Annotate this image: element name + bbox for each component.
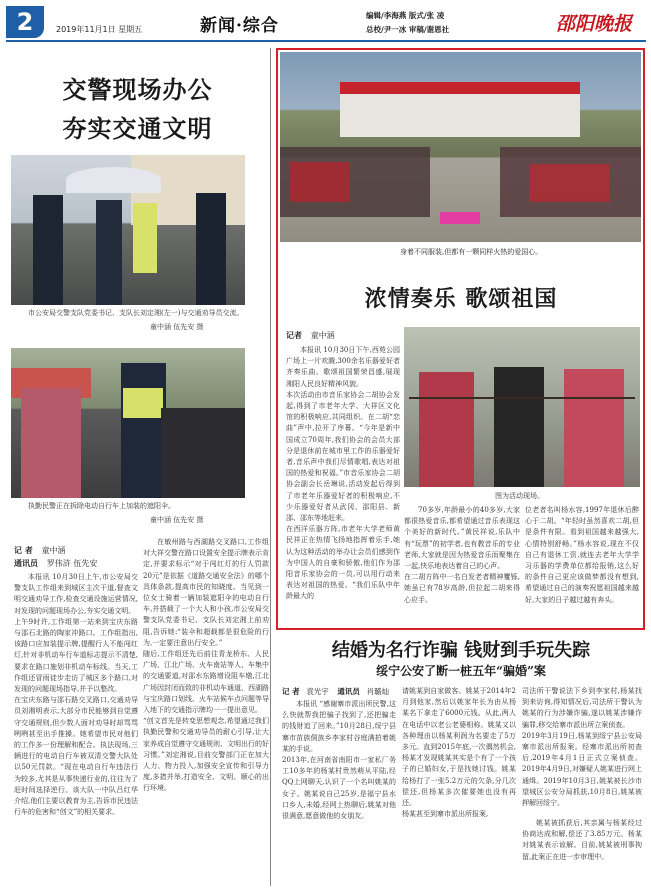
reporter-label: 记 者 bbox=[282, 687, 300, 696]
editor-line: 编辑/李海燕 版式/张 凌 bbox=[366, 11, 445, 20]
page-header bbox=[0, 0, 651, 40]
photo1-credit: 童中涵 伍先安 摄 bbox=[150, 323, 204, 331]
right-byline bbox=[286, 330, 335, 341]
woman-figure bbox=[21, 388, 81, 498]
photo1-caption: 市公安局交警支队党委书记、支队长刘定湘(左一)与交通劝导员交流。 bbox=[28, 309, 244, 317]
reporter-name: 袁光宇 bbox=[306, 687, 329, 696]
page-number: 2 bbox=[16, 8, 34, 36]
musician-figure bbox=[419, 372, 474, 487]
officer-figure bbox=[33, 195, 63, 305]
section-title: 新闻·综合 bbox=[200, 16, 279, 36]
right-article-body-col2: 70多岁,年龄最小的40多岁,大家都很热爱音乐,都希望通过音乐表现这个美好的新时代。”黄民祥说,乐队中有“玩票”的初学者,也有教音乐的专业老师,大家就是因为热爱音乐而聚集在一起,快乐地表达着自己的心声。 在二胡方阵中一名白发老者精神矍铄,她虽已有78岁高龄,但拉起二胡来得心应手。 bbox=[404, 506, 520, 604]
header-rule bbox=[6, 40, 646, 42]
photo2-caption: 执勤民警正在拆除电动自行车上加装的遮阳伞。 bbox=[28, 502, 175, 510]
paper-logo: 邵阳晚报 bbox=[556, 13, 633, 35]
left-article-body-col1: 本报讯 10月30日上午,市公安局交警支队工作组来到城区主次干道,督查文明交通劝导工作,检查交通设施运营情况,对发现的问题现场办公,夯实交通文明。 上午9时许,工作组第一站来到宝庆东路与邵石北路的陶家冲路口。工作组指出,该路口应加装提示牌,提醒行人不能闯红灯,针对非机动车行车道标志提示不清楚,要求在路口施划非机动车标线。当天,工作组还冒雨徒步走访了城区多个路口,对发现的问题现场指导,并予以整改。 在宝庆东路与邵石路交叉路口,交通劝导员刘湘明表示,大部分市民能够到自觉遵守交通规则,但少数人面对劝导时却骂骂咧咧甚至出手推搡。她希望市民对他们的工作多一份理解和配合。执法现场,三辆进行的电动自行车被双清交警大队处以50元罚款。“现在电动自行车违法行为较多,尤其是从事快递行业的,往往为了赶时间选择逆行。该大队一中队吕红华介绍,他们主要以教育为主,告诉市民违法行车的危害和“创文”的相关要求。 bbox=[14, 573, 138, 817]
column-divider bbox=[270, 48, 271, 886]
chief-line: 总校/尹一冰 审稿/谢恩社 bbox=[366, 25, 450, 34]
officer-figure bbox=[121, 363, 166, 498]
bow-line bbox=[409, 397, 635, 399]
gate-banner bbox=[340, 82, 580, 94]
right-article-body-col3: 位老者名叫杨水容,1997年退休后醉心于二胡。“年轻时虽然喜欢二胡,但是条件有限。看到祖国越来越强大,心情特别舒畅。”杨水容说,现在不仅自己有退休工资,就连去老年大学学习乐器的学费单位都给报销,这么好的条件自己更应该做梦都没有想到,希望通过自己的演奏祝愿祖国越来越好,大家的日子越过越有奔头。 bbox=[525, 506, 639, 604]
right-article-headline: 浓情奏乐 歌颂祖国 bbox=[364, 286, 558, 312]
bottom-byline bbox=[282, 686, 389, 697]
scooter-shape bbox=[161, 408, 245, 498]
erhu-players-photo bbox=[404, 327, 640, 487]
correspondent-names: 罗伟浒 伍先安 bbox=[46, 559, 98, 568]
bottom-article-body-col2: 请姚某到自家做客。姚某于2014年2月到他家,然后以姚家年长为由从杨某名下拿走了6000元钱。从此,两人在电话中以老公老婆相称。姚某又以各种理由以杨某利润为名要走了5万多元。直到2015年底,一次偶然机会,杨某才发现姚某其实是个有了一个孩子的已婚妇女,于是找她讨钱。姚某给杨打了一张5.2万元的欠条,分几次偿还,但杨某多次催要她也没有再还。 杨某甚至到寨市派出所报案, bbox=[402, 687, 516, 819]
pink-stools bbox=[440, 212, 480, 224]
left-article-headline-2: 夯实交通文明 bbox=[62, 114, 213, 143]
reporter-label: 记者 bbox=[286, 330, 302, 340]
reporter-label: 记 者 bbox=[14, 545, 33, 555]
music-event-photo bbox=[280, 52, 641, 242]
reporter-name: 童中涵 bbox=[310, 331, 335, 340]
crowd-red bbox=[290, 162, 350, 202]
photo2-credit: 童中涵 伍先安 摄 bbox=[150, 516, 204, 524]
vest-shape bbox=[123, 388, 163, 418]
bottom-article-body-col1: 本报讯 “感谢寨市派出所民警,这么快就帮我把骗子找到了,还把骗走的钱财追了回来。”10月28日,绥宁县寨市苗族侗族乡李家村谷庭满拍着姚某的手说。 2013年,在河南省南阳市一家私厂务工10多年的杨某村贵然萌从平陆,经QQ上网聊天,认识了一个名叫姚某的女子。姚某说自己25岁,是福宁县水口乡人,未婚,经网上热聊后,姚某对他很满意,愿意做他的女朋友。 bbox=[282, 700, 396, 821]
left-byline-reporter bbox=[14, 545, 66, 556]
crowd-red bbox=[530, 164, 610, 202]
musician-figure bbox=[564, 369, 624, 487]
officer-figure bbox=[196, 193, 226, 305]
left-article-headline-1: 交警现场办公 bbox=[62, 75, 213, 104]
musician-figure bbox=[494, 367, 544, 487]
bottom-article-headline: 结婚为名行诈骗 钱财到手玩失踪 bbox=[331, 640, 591, 661]
correspondent-label: 通讯员 bbox=[337, 687, 360, 696]
bottom-article-body-col3: 司法所干警说法下乡到李家村,杨某找到来访询,得知情况后,司法所干警认为姚某的行为涉嫌诈骗,遂以姚某涉嫌诈骗罪,移交给寨市派出所立案侦查。 2019年3月19日,杨某到绥宁县公安局寨市派出所报案。经寨市派出所初查后,2019年4月1日正式立案侦查。2019年4月9日,对嫌疑人姚某进行网上通缉。2019年10月3日,姚某被长沙市望城区公安分局抓获,10月8日,姚某被押解回绥宁。 bbox=[522, 687, 642, 808]
correspondent-label: 通讯员 bbox=[14, 558, 38, 568]
issue-date: 2019年11月1日 星期五 bbox=[56, 25, 143, 34]
erhu-photo-caption: 图为活动现场。 bbox=[495, 492, 544, 500]
ebike-inspection-photo bbox=[11, 348, 245, 498]
correspondent-name: 肖璐灿 bbox=[366, 687, 389, 696]
right-article-body-col1: 本报讯 10月30日下午,西苑公园广场上一片欢腾,300余名乐器爱好者齐奏乐曲、歌颂祖国繁荣昌盛,展现湘阳人民良好精神风貌。 本次活动由市音乐家协会二胡协会发起,得到了市老年大学、大祥区文化馆的积极响应,共同组织。在二胡“恋曲”声中,拉开了序幕。“今年是新中国成立70周年,我们协会的会员大部分是退休前在城市里工作的乐器爱好者,音乐声中我们尽情歌唱,表达对祖国的热爱和祝福。”市音乐家协会二胡协会副会长岳琳说,活动发起后得到了市老年乐器爱好者的积极响应,不少乐器爱好者从武冈、邵阳县、新邵、邵东等地赶来。 在西洋乐器方阵,市老年大学老师黄民祥正在热情飞扬地指挥着乐手,她认为这种活动的举办让会员们感到作为中国人的自豪和骄傲,他们作为邵阳音乐家协会的一员,可以用行动来表达对祖国的热爱。“我们乐队中年龄最大的 bbox=[286, 346, 400, 601]
traffic-police-photo bbox=[11, 155, 245, 305]
left-byline-correspondent bbox=[14, 558, 97, 569]
vest-figure bbox=[133, 203, 157, 273]
officer-figure bbox=[96, 200, 122, 305]
bottom-article-body-col4: 姚某被抓获后,其亲属与杨某经过协商达成和解,偿还了3.85万元。杨某对姚某表示谅解。目前,姚某被刑事拘留,此案正在进一步审理中。 bbox=[522, 819, 642, 861]
left-article-body-col2: 在敏州路与西湖路交叉路口,工作组对大祥交警在路口设置安全提示牌表示肯定,并要求标示“对于闯红灯的行人罚款20元”是依据《道路交通安全法》的哪个具体条款,提高市民的知晓度。当见到一位女士骑着一辆加装遮阳伞的电动自行车,并搭载了一个大人和小孩,市公安局交警支队党委书记、支队长刘定湘上前劝阻,告诉她:“装伞和超载都是很危险的行为,一定要注意出行安全。” 随后,工作组还先后前往青龙桥东、人民广场、江北广场、火车南站等人、车集中的交通要道,对邵水东路增设阻车墩,江北广场因封闭而致的非机动车通道、西湖路与宝庆路口划线、火车站候车点问题等导入地下的交通指示牌均一一提出意见。 “创文首先是转变思想观念,希望通过我们执勤民警和交通劝导员的耐心引导,让大家养成自觉遵守交通规则、文明出行的好习惯。”刘定湘说,目前交警部门正在加大人力、物力投入,加强安全宣传和引导力度,多措并举,打造安全、文明、顺心的出行环境。 bbox=[143, 538, 269, 793]
music-photo-caption: 身着不同服装,但都有一颗同样火热的爱国心。 bbox=[400, 248, 543, 256]
reporter-name: 童中涵 bbox=[41, 546, 66, 555]
bottom-article-subhead: 绥宁公安了断一桩五年“骗婚”案 bbox=[376, 664, 546, 678]
umbrella-shape bbox=[66, 167, 161, 193]
